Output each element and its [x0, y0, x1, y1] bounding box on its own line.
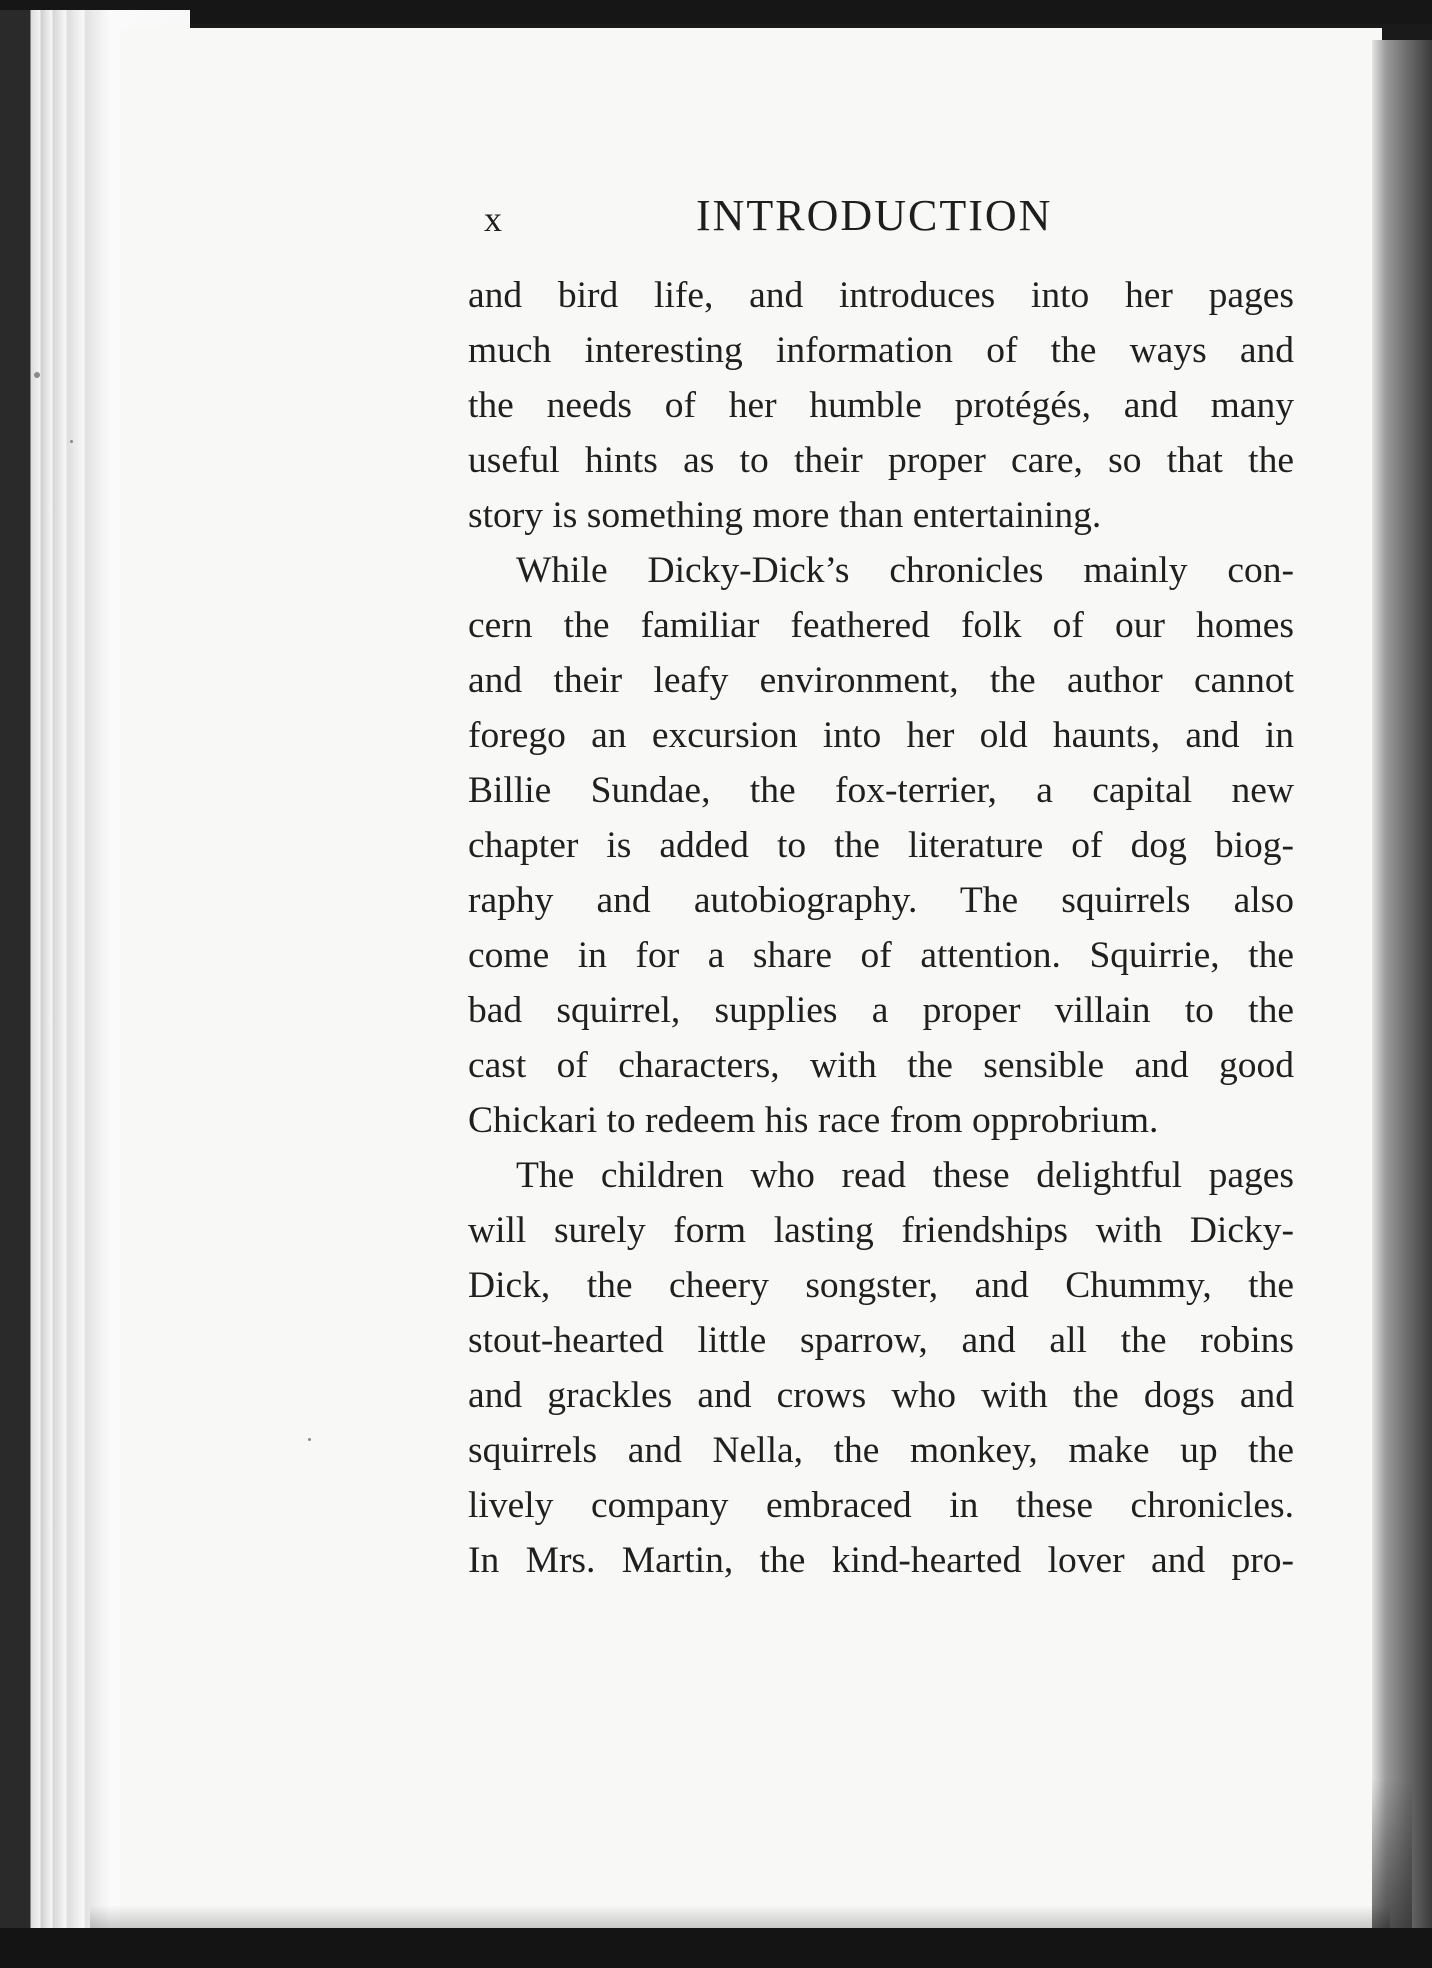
- text-line: story is something more than entertaining.: [468, 495, 1102, 536]
- text-line: stout-hearted little sparrow, and all the robins: [468, 1320, 1294, 1361]
- text-line: bad squirrel, supplies a proper villain to the: [468, 990, 1294, 1031]
- text-line: chapter is added to the literature of dog biog-: [468, 825, 1294, 866]
- text-line: cern the familiar feathered folk of our homes: [468, 605, 1294, 646]
- text-line: While Dicky-Dick’s chronicles mainly con-: [516, 550, 1294, 591]
- scan-bottom-border: [0, 1928, 1432, 1968]
- text-line: lively company embraced in these chronicles.: [468, 1485, 1294, 1526]
- text-line: cast of characters, with the sensible and good: [468, 1045, 1294, 1086]
- text-line: Billie Sundae, the fox-terrier, a capital new: [468, 770, 1294, 811]
- text-line: and grackles and crows who with the dogs and: [468, 1375, 1294, 1416]
- text-line: raphy and autobiography. The squirrels also: [468, 880, 1294, 921]
- text-line: squirrels and Nella, the monkey, make up the: [468, 1430, 1294, 1471]
- text-line: forego an excursion into her old haunts, and in: [468, 715, 1294, 756]
- scan-top-border: [0, 0, 1432, 24]
- text-line: and bird life, and introduces into her pages: [468, 275, 1294, 316]
- running-head: INTRODUCTION: [696, 191, 1053, 240]
- page-number: x: [484, 199, 503, 239]
- text-line: will surely form lasting friendships with Dicky-: [468, 1210, 1294, 1251]
- text-line: The children who read these delightful pages: [516, 1155, 1294, 1196]
- page-header: [480, 190, 1090, 250]
- scan-speck: [34, 372, 40, 378]
- scan-speck: [70, 440, 73, 443]
- text-line: Chickari to redeem his race from opprobrium.: [468, 1100, 1159, 1141]
- text-line: useful hints as to their proper care, so that the: [468, 440, 1294, 481]
- text-line: Dick, the cheery songster, and Chummy, the: [468, 1265, 1294, 1306]
- text-line: In Mrs. Martin, the kind-hearted lover and pro-: [468, 1540, 1294, 1581]
- text-line: much interesting information of the ways and: [468, 330, 1294, 371]
- scan-speck: [308, 1438, 311, 1441]
- text-line: the needs of her humble protégés, and many: [468, 385, 1294, 426]
- binding-shadow: [1372, 40, 1432, 1940]
- body-text: [468, 268, 1294, 1588]
- text-line: and their leafy environment, the author cannot: [468, 660, 1294, 701]
- text-line: come in for a share of attention. Squirrie, the: [468, 935, 1294, 976]
